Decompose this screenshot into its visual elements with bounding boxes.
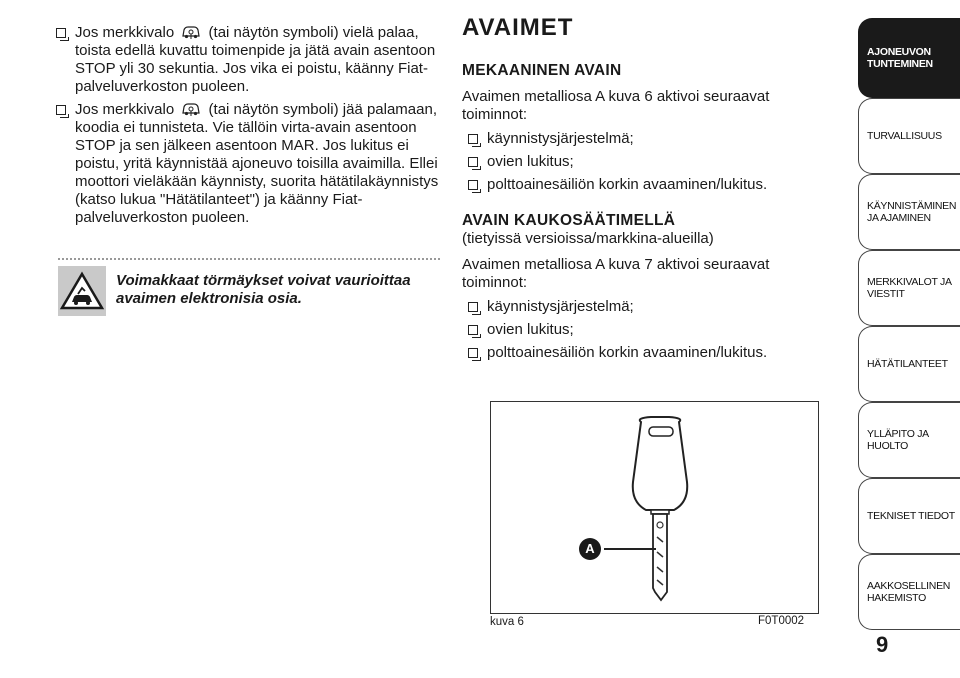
warning-box [58, 266, 106, 316]
list-item [462, 130, 832, 148]
tab-label: HAKEMISTO [867, 592, 926, 604]
tab-kaynnistaminen[interactable] [858, 174, 960, 250]
key-icon [491, 402, 818, 613]
bullet-text-end: (tai näytön symboli) jää palamaan, koodia ei tunnisteta. Vie tällöin virta-avain asentoon STOP ja sen jälkeen asentoon MAR. Jos lukitus ei poistu, yritä käynnistää ajoneuvo toisilla avaimilla. Ellei moottori vieläkään käynnisty, suorita hätätilakäynnistys (katso lukua "Hätätilanteet") ja käänny Fiat-palveluverkoston puoleen. [75, 101, 439, 226]
list-item [462, 344, 832, 362]
tab-label: HÄTÄTILANTEET [867, 358, 948, 370]
checkbox-bullet-icon [468, 157, 478, 167]
tab-merkkivalot[interactable] [858, 250, 960, 326]
key-illustration [490, 401, 819, 614]
tab-hatatilanteet[interactable] [858, 326, 960, 402]
tab-label: TURVALLISUUS [867, 130, 942, 142]
checkbox-bullet-icon [468, 180, 478, 190]
section-intro: Avaimen metalliosa A kuva 6 aktivoi seuraavat toiminnot: [462, 88, 770, 123]
list-item-text: polttoainesäiliön korkin avaaminen/lukitus. [487, 344, 768, 361]
list-item [462, 321, 832, 339]
warning-text: Voimakkaat törmäykset voivat vaurioittaa avaimen elektronisia osia. [116, 272, 411, 307]
chapter-tabs [858, 0, 960, 678]
car-key-lamp-icon [180, 101, 202, 117]
list-item [462, 298, 832, 316]
checkbox-bullet-icon [468, 348, 478, 358]
section-subheading: (tietyissä versioissa/markkina-alueilla) [462, 230, 714, 247]
list-item-text: ovien lukitus; [487, 321, 574, 338]
main-column [462, 62, 832, 367]
tab-label: JA AJAMINEN [867, 212, 931, 224]
tab-turvallisuus[interactable] [858, 98, 960, 174]
page-number: 9 [876, 632, 889, 657]
checkbox-bullet-icon [56, 28, 66, 38]
tab-yllapito[interactable] [858, 402, 960, 478]
checkbox-bullet-icon [468, 302, 478, 312]
list-item [50, 101, 440, 227]
tab-label: AJONEUVON [867, 46, 931, 58]
figure-label-a: A [579, 538, 601, 560]
tab-label: KÄYNNISTÄMINEN [867, 200, 957, 212]
tab-label: TEKNISET TIEDOT [867, 510, 955, 522]
bullet-text-end: (tai näytön symboli) vielä palaa, toista edellä kuvattu toimenpide ja jätä avain asentoon STOP yli 30 sekuntia. Jos vika ei poistu, käänny Fiat-palveluverkoston puoleen. [75, 24, 436, 95]
list-item-text: ovien lukitus; [487, 153, 574, 170]
list-item-text: käynnistysjärjestelmä; [487, 130, 634, 147]
section-heading: MEKAANINEN AVAIN [462, 62, 622, 79]
section-heading: AVAIN KAUKOSÄÄTIMELLÄ [462, 212, 676, 229]
checkbox-bullet-icon [468, 134, 478, 144]
checkbox-bullet-icon [56, 105, 66, 115]
tab-label: AAKKOSELLINEN [867, 580, 951, 592]
tab-label: VIESTIT [867, 288, 905, 300]
list-item [462, 176, 832, 194]
section-intro: Avaimen metalliosa A kuva 7 aktivoi seuraavat toiminnot: [462, 256, 770, 291]
tab-tekniset-tiedot[interactable] [858, 478, 960, 554]
left-column [50, 24, 440, 232]
tab-ajoneuvon-tunteminen[interactable] [858, 18, 960, 98]
bullet-text-start: Jos merkkivalo [75, 24, 175, 41]
bullet-text-start: Jos merkkivalo [75, 101, 175, 118]
list-item [462, 153, 832, 171]
list-item [50, 24, 440, 96]
page-title: AVAIMET [462, 14, 574, 41]
list-item-text: polttoainesäiliön korkin avaaminen/lukitus. [487, 176, 768, 193]
tab-label: TUNTEMINEN [867, 58, 933, 70]
checkbox-bullet-icon [468, 325, 478, 335]
car-key-lamp-icon [180, 24, 202, 40]
warning-triangle-icon [58, 266, 106, 316]
tab-hakemisto[interactable] [858, 554, 960, 630]
figure-code: F0T0002 [758, 615, 805, 627]
tab-label: MERKKIVALOT JA [867, 276, 952, 288]
divider [58, 258, 440, 260]
tab-label: YLLÄPITO JA HUOLTO [867, 428, 929, 452]
figure-caption: kuva 6 [490, 616, 524, 628]
list-item-text: käynnistysjärjestelmä; [487, 298, 634, 315]
